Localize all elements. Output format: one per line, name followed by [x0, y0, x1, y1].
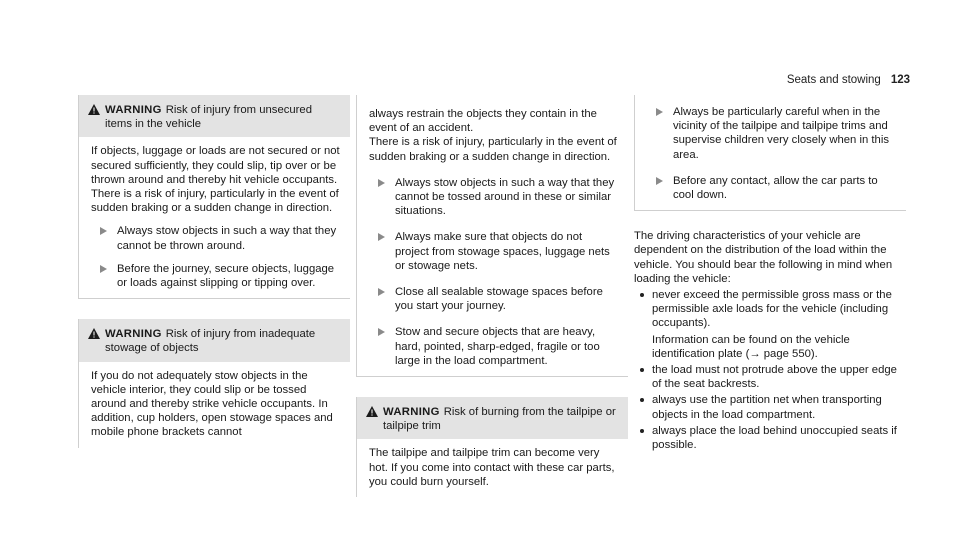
step-arrow-icon — [656, 108, 663, 116]
warning-paragraph: There is a risk of injury, particularly in the event of sudden braking or a sudden change in direction. — [91, 188, 339, 215]
list-item — [634, 363, 906, 391]
column-3 — [634, 95, 906, 452]
warning-body — [79, 362, 350, 448]
step-text: Always stow objects in such a way that they cannot be thrown around. — [117, 225, 337, 252]
bullet-text: always use the partition net when transporting objects in the load compartment. — [652, 394, 882, 421]
loading-intro: The driving characteristics of your vehicle are dependent on the distribution of the load within the vehicle. You should bear the following in mind when loading the vehicle: — [634, 230, 893, 285]
action-step — [91, 224, 340, 252]
step-text: Before the journey, secure objects, luggage or loads against slipping or tipping over. — [117, 262, 335, 290]
page-number: 123 — [890, 74, 910, 86]
column-2 — [356, 95, 628, 497]
warning-paragraph: There is a risk of injury, particularly in the event of sudden braking or a sudden change in direction. — [369, 136, 617, 163]
action-step — [647, 174, 896, 202]
warning-continuation — [634, 95, 906, 211]
warning-title: Risk of burning from the tailpipe or tailpipe trim — [383, 406, 616, 433]
bullet-dot — [640, 398, 644, 402]
action-step — [369, 230, 618, 273]
warning-title: Risk of injury from inadequate stowage of objects — [105, 328, 316, 355]
warning-paragraph: If objects, luggage or loads are not secured or not secured sufficiently, they could slip, tip over or be thrown around and thereby hit vehicle occupants. — [91, 145, 340, 186]
step-arrow-icon — [100, 265, 107, 273]
warning-paragraph: If you do not adequately stow objects in the vehicle interior, they could slip or be tossed around and thereby strike vehicle occupants. In addition, cup holders, open stowage spaces and mobile phone brackets cannot — [91, 369, 333, 439]
step-text: Before any contact, allow the car parts to cool down. — [673, 174, 878, 202]
warning-header — [79, 95, 350, 137]
bullet-text: never exceed the permissible gross mass or the permissible axle loads for the vehicle (including occupants). — [652, 289, 892, 330]
warning-body — [357, 439, 628, 497]
bullet-dot — [640, 429, 644, 433]
section-title: Seats and stowing — [786, 74, 881, 86]
warning-label: WARNING — [105, 104, 162, 116]
action-step — [369, 325, 618, 368]
warning-body — [635, 95, 906, 210]
step-text: Stow and secure objects that are heavy, hard, pointed, sharp-edged, fragile or too large in the load compartment. — [395, 326, 600, 367]
list-item-note: Information can be found on the vehicle identification plate (→ page 550). — [652, 333, 850, 360]
warning-body — [357, 95, 628, 376]
column-1 — [78, 95, 350, 448]
warning-box-unsecured-items — [78, 95, 350, 299]
step-arrow-icon — [378, 288, 385, 296]
warning-box-stowage — [78, 319, 350, 447]
page-header — [787, 73, 910, 87]
step-text: Always make sure that objects do not project from stowage spaces, luggage nets or stowage nets. — [395, 231, 610, 272]
step-text: Close all sealable stowage spaces before you start your journey. — [395, 286, 603, 313]
step-arrow-icon — [378, 328, 385, 336]
action-step — [91, 262, 340, 290]
bullet-text: always place the load behind unoccupied seats if possible. — [652, 424, 897, 452]
warning-box-tailpipe — [356, 397, 628, 497]
warning-triangle-icon — [88, 104, 100, 115]
bullet-text: the load must not protrude above the upper edge of the seat backrests. — [652, 364, 897, 391]
step-arrow-icon — [378, 179, 385, 187]
warning-triangle-icon — [366, 406, 378, 417]
bullet-dot — [640, 368, 644, 372]
warning-triangle-icon — [88, 328, 100, 339]
step-text: Always be particularly careful when in the vicinity of the tailpipe and tailpipe trims and supervise children very closely when in this area. — [673, 106, 889, 161]
action-step — [369, 176, 618, 219]
warning-header — [79, 319, 350, 361]
warning-header — [357, 397, 628, 439]
step-arrow-icon — [100, 227, 107, 235]
step-text: Always stow objects in such a way that they cannot be tossed around in these or similar situations. — [395, 176, 615, 218]
list-item — [634, 393, 906, 421]
action-step — [369, 285, 618, 313]
warning-label: WARNING — [383, 406, 440, 419]
warning-paragraph: always restrain the objects they contain in the event of an accident. — [369, 108, 597, 135]
action-step — [647, 105, 896, 162]
step-arrow-icon — [378, 233, 385, 241]
warning-continuation — [356, 95, 628, 377]
step-arrow-icon — [656, 177, 663, 185]
warning-label: WARNING — [105, 328, 162, 341]
list-item — [634, 424, 906, 452]
list-item — [634, 288, 906, 331]
warning-title: Risk of injury from unsecured items in the vehicle — [105, 104, 312, 131]
warning-paragraph: The tailpipe and tailpipe trim can become very hot. If you come into contact with these car parts, you could burn yourself. — [369, 447, 615, 488]
warning-body — [79, 137, 350, 298]
bullet-dot — [640, 293, 644, 297]
